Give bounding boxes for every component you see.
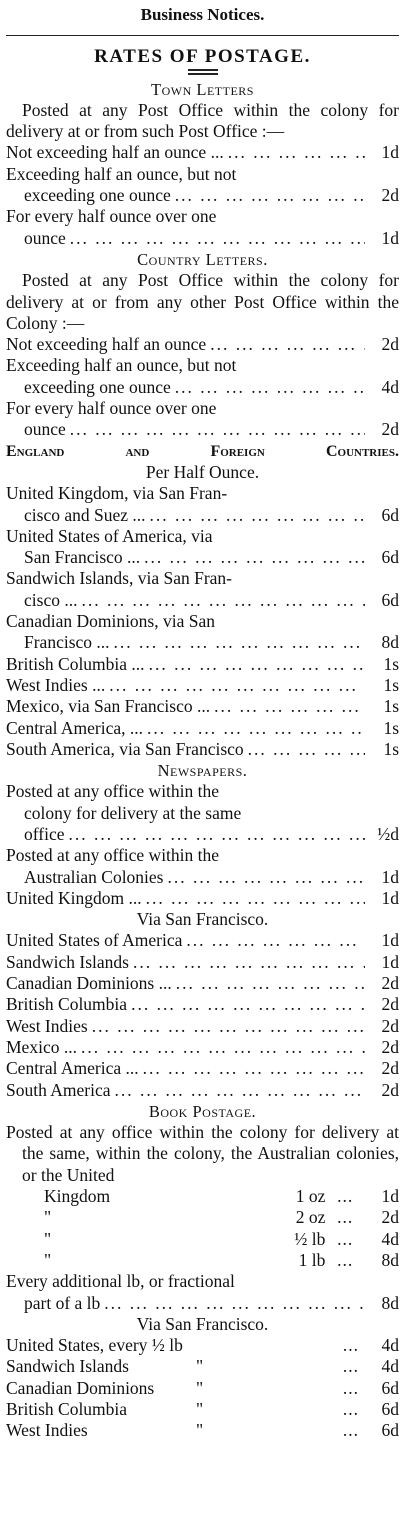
leader-dots bbox=[224, 142, 365, 163]
rate-line bbox=[6, 718, 399, 739]
rate-label: Exceeding half an ounce, but not bbox=[6, 355, 237, 376]
book-via-line bbox=[6, 1420, 399, 1441]
book-via-line bbox=[6, 1335, 399, 1356]
rate-price: 1d bbox=[381, 227, 399, 248]
rate-line bbox=[6, 867, 399, 888]
rate-label: Canadian Dominions bbox=[6, 1377, 155, 1398]
leader-dots bbox=[164, 867, 366, 888]
leader-dots bbox=[140, 547, 365, 568]
town-letters-heading: Town Letters bbox=[151, 79, 254, 99]
book-via-heading: Via San Francisco. bbox=[136, 1313, 269, 1334]
rate-line bbox=[6, 632, 399, 653]
rate-line bbox=[6, 781, 399, 802]
postage-column bbox=[6, 0, 399, 1442]
newspaper-rates bbox=[6, 781, 399, 909]
rate-label: Sandwich Islands bbox=[6, 1356, 129, 1377]
title-ornament bbox=[188, 69, 218, 75]
rate-label: British Columbia bbox=[6, 994, 128, 1015]
rate-label: United States of America, via bbox=[6, 525, 213, 546]
rate-entry bbox=[6, 696, 399, 717]
rate-label: For every half ounce over one bbox=[6, 398, 217, 419]
rate-label: Australian Colonies bbox=[24, 866, 164, 887]
book-rate-line bbox=[6, 1250, 399, 1271]
rate-entry bbox=[6, 1271, 399, 1314]
leader-dots bbox=[244, 739, 365, 760]
rate-label: Canadian Dominions, via San bbox=[6, 611, 216, 632]
rate-line bbox=[6, 888, 399, 909]
leader-dots bbox=[111, 1080, 366, 1101]
rate-line bbox=[6, 1080, 399, 1101]
book-rate-weight: 1 lb bbox=[298, 1249, 326, 1270]
rate-price: 2d bbox=[381, 334, 399, 355]
rate-label: Canadian Dominions ... bbox=[6, 973, 172, 994]
rate-price: 1d bbox=[381, 887, 399, 908]
rate-entry bbox=[6, 206, 399, 249]
rate-line bbox=[6, 1058, 399, 1079]
rate-line bbox=[6, 1271, 399, 1292]
rate-entry bbox=[6, 483, 399, 526]
leader-dots bbox=[143, 718, 365, 739]
book-via-rates bbox=[6, 1335, 399, 1441]
foreign-heading bbox=[6, 441, 399, 462]
rate-entry bbox=[6, 739, 399, 760]
rate-line bbox=[6, 164, 399, 185]
rate-line bbox=[6, 845, 399, 866]
ditto-mark: " bbox=[196, 1356, 204, 1377]
rate-entry bbox=[6, 142, 399, 163]
rate-price: 4d bbox=[381, 1335, 399, 1356]
rate-price: 1d bbox=[381, 930, 399, 951]
rate-line bbox=[6, 377, 399, 398]
book-rate-label: " bbox=[44, 1207, 52, 1228]
country-letters-intro: Posted at any Post Office within the colony for delivery at or from any other Post Office within the Colony :— bbox=[6, 270, 399, 333]
leader-dots: ... bbox=[342, 1335, 359, 1356]
leader-dots: ... bbox=[337, 1249, 354, 1270]
leader-dots bbox=[171, 377, 365, 398]
rate-entry bbox=[6, 845, 399, 888]
leader-dots: ... bbox=[342, 1356, 359, 1377]
rate-line bbox=[6, 973, 399, 994]
rate-label: Not exceeding half an ounce bbox=[6, 334, 207, 355]
rate-line bbox=[6, 547, 399, 568]
rate-price: 2d bbox=[381, 1058, 399, 1079]
book-rate-label: Kingdom bbox=[44, 1186, 111, 1207]
leader-dots: ... bbox=[337, 1207, 354, 1228]
leader-dots bbox=[206, 334, 365, 355]
rate-entry bbox=[6, 781, 399, 845]
foreign-heading-word: and bbox=[125, 442, 150, 460]
book-rate-weight: 1 oz bbox=[295, 1186, 326, 1207]
rate-price: 6d bbox=[381, 1420, 399, 1441]
rate-price: 8d bbox=[381, 632, 399, 653]
rate-entry bbox=[6, 654, 399, 675]
rate-price: 1s bbox=[383, 653, 399, 674]
rate-label: Mexico ... bbox=[6, 1036, 77, 1057]
leader-dots: ... bbox=[342, 1377, 359, 1398]
rate-line bbox=[6, 419, 399, 440]
rate-entry bbox=[6, 718, 399, 739]
foreign-heading-word: Foreign bbox=[210, 442, 265, 460]
rate-price: 1d bbox=[381, 1186, 399, 1207]
page-title: RATES OF POSTAGE. bbox=[94, 46, 311, 68]
rate-label: United Kingdom, via San Fran- bbox=[6, 483, 228, 504]
book-rate-label: " bbox=[44, 1228, 52, 1249]
rate-price: 1s bbox=[383, 696, 399, 717]
rate-price: 4d bbox=[381, 1356, 399, 1377]
rate-price: 6d bbox=[381, 547, 399, 568]
rate-price: 2d bbox=[381, 185, 399, 206]
country-letters-rates bbox=[6, 334, 399, 440]
rate-line bbox=[6, 1037, 399, 1058]
rate-label: exceeding one ounce bbox=[24, 185, 171, 206]
rate-price: 2d bbox=[381, 994, 399, 1015]
rate-label: West Indies bbox=[6, 1015, 88, 1036]
leader-dots: ... bbox=[342, 1420, 359, 1441]
leader-dots: ... bbox=[342, 1399, 359, 1419]
town-letters-intro: Posted at any Post Office within the colony for delivery at or from such Post Office :— bbox=[6, 99, 399, 142]
rate-label: exceeding one ounce bbox=[24, 376, 171, 397]
rate-price: 6d bbox=[381, 1399, 399, 1419]
rate-label: United States of America bbox=[6, 930, 183, 951]
rate-entry bbox=[6, 164, 399, 207]
book-rate-line bbox=[6, 1229, 399, 1250]
foreign-heading-word: Countries. bbox=[325, 442, 399, 460]
leader-dots bbox=[142, 888, 365, 909]
rate-entry bbox=[6, 334, 399, 355]
rate-entry bbox=[6, 398, 399, 441]
rate-line bbox=[6, 228, 399, 249]
rate-label: Every additional lb, or fractional bbox=[6, 1271, 235, 1292]
rate-line bbox=[6, 824, 399, 845]
leader-dots bbox=[66, 419, 365, 440]
leader-dots bbox=[182, 930, 365, 951]
leader-dots bbox=[139, 1058, 365, 1079]
rate-price: 4d bbox=[381, 1228, 399, 1249]
newspaper-via-rates bbox=[6, 930, 399, 1100]
ditto-mark: " bbox=[196, 1420, 204, 1441]
rate-label: San Francisco ... bbox=[24, 547, 141, 568]
book-rate-line bbox=[6, 1207, 399, 1228]
rate-price: 8d bbox=[381, 1292, 399, 1313]
rate-label: colony for delivery at the same bbox=[24, 802, 242, 823]
divider bbox=[6, 35, 399, 36]
rate-label: West Indies bbox=[6, 1420, 88, 1441]
leader-dots bbox=[129, 952, 365, 973]
town-letters-rates bbox=[6, 142, 399, 248]
rate-price: 1s bbox=[383, 674, 399, 695]
book-rate-weight: 2 oz bbox=[295, 1207, 326, 1228]
rate-price: 2d bbox=[381, 419, 399, 440]
rate-line bbox=[6, 994, 399, 1015]
rate-price: 2d bbox=[381, 1207, 399, 1228]
rate-label: ounce bbox=[24, 227, 66, 248]
book-postage-intro: Posted at any office within the colony for delivery at the same, within the colony, the Australian colonies, or the United bbox=[6, 1122, 399, 1185]
rate-entry bbox=[6, 675, 399, 696]
rate-line bbox=[6, 526, 399, 547]
foreign-rates bbox=[6, 483, 399, 760]
rate-line bbox=[6, 739, 399, 760]
rate-line bbox=[6, 611, 399, 632]
leader-dots bbox=[210, 696, 365, 717]
rate-line bbox=[6, 930, 399, 951]
rate-price: 2d bbox=[381, 1079, 399, 1100]
rate-label: ounce bbox=[24, 419, 66, 440]
rate-entry bbox=[6, 355, 399, 398]
rate-line bbox=[6, 1293, 399, 1314]
leader-dots bbox=[77, 590, 365, 611]
leader-dots bbox=[65, 824, 366, 845]
leader-dots bbox=[145, 654, 365, 675]
rate-label: Exceeding half an ounce, but not bbox=[6, 163, 237, 184]
rate-label: South America bbox=[6, 1079, 111, 1100]
rate-entry bbox=[6, 568, 399, 611]
rate-label: South America, via San Francisco bbox=[6, 738, 244, 759]
leader-dots bbox=[127, 994, 365, 1015]
rate-line bbox=[6, 803, 399, 824]
rate-price: 2d bbox=[381, 973, 399, 994]
ditto-mark: " bbox=[196, 1399, 204, 1419]
rate-label: West Indies ... bbox=[6, 674, 106, 695]
rate-price: 6d bbox=[381, 1377, 399, 1398]
rate-price: 6d bbox=[381, 589, 399, 610]
rate-label: Mexico, via San Francisco ... bbox=[6, 696, 211, 717]
book-postage-heading: Book Postage. bbox=[148, 1101, 257, 1121]
book-via-line bbox=[6, 1378, 399, 1399]
rate-label: Sandwich Islands bbox=[6, 951, 129, 972]
rate-label: Francisco ... bbox=[24, 632, 110, 653]
rate-entry bbox=[6, 611, 399, 654]
rate-price: 2d bbox=[381, 1015, 399, 1036]
rate-label: United Kingdom ... bbox=[6, 887, 142, 908]
rate-line bbox=[6, 654, 399, 675]
rate-label: Not exceeding half an ounce ... bbox=[6, 142, 224, 163]
leader-dots bbox=[146, 505, 366, 526]
rate-line bbox=[6, 483, 399, 504]
rate-label: United States, every ½ lb bbox=[6, 1335, 183, 1356]
rate-price: 4d bbox=[381, 376, 399, 397]
book-postage-rates bbox=[6, 1186, 399, 1271]
rate-line bbox=[6, 334, 399, 355]
rate-price: 8d bbox=[381, 1249, 399, 1270]
rate-line bbox=[6, 142, 399, 163]
rate-price: ½d bbox=[377, 823, 399, 844]
rate-line bbox=[6, 206, 399, 227]
country-letters-heading: Country Letters. bbox=[137, 249, 268, 269]
book-via-line bbox=[6, 1399, 399, 1420]
rate-label: cisco and Suez ... bbox=[24, 504, 146, 525]
rate-line bbox=[6, 952, 399, 973]
rate-line bbox=[6, 355, 399, 376]
rate-price: 1d bbox=[381, 866, 399, 887]
book-additional-rate bbox=[6, 1271, 399, 1314]
book-via-line bbox=[6, 1356, 399, 1377]
leader-dots: ... bbox=[337, 1186, 354, 1207]
rate-label: British Columbia bbox=[6, 1399, 128, 1419]
rate-price: 1d bbox=[381, 142, 399, 163]
rate-line bbox=[6, 505, 399, 526]
section-header: Business Notices. bbox=[140, 5, 265, 24]
rate-line bbox=[6, 696, 399, 717]
rate-label: cisco ... bbox=[24, 589, 78, 610]
rate-label: Central America ... bbox=[6, 1058, 139, 1079]
foreign-subheading: Per Half Ounce. bbox=[145, 461, 260, 482]
leader-dots bbox=[110, 632, 365, 653]
rate-line bbox=[6, 675, 399, 696]
rate-price: 1s bbox=[383, 738, 399, 759]
rate-line bbox=[6, 185, 399, 206]
leader-dots bbox=[172, 973, 365, 994]
rate-entry bbox=[6, 526, 399, 569]
rate-price: 2d bbox=[381, 1036, 399, 1057]
leader-dots: ... bbox=[337, 1228, 354, 1249]
rate-label: For every half ounce over one bbox=[6, 206, 217, 227]
rate-label: office bbox=[24, 823, 65, 844]
rate-label: Posted at any office within the bbox=[6, 781, 220, 802]
rate-price: 6d bbox=[381, 504, 399, 525]
rate-label: British Columbia ... bbox=[6, 653, 145, 674]
rate-line bbox=[6, 568, 399, 589]
book-rate-label: " bbox=[44, 1249, 52, 1270]
rate-label: Posted at any office within the bbox=[6, 845, 220, 866]
rate-entry bbox=[6, 888, 399, 909]
leader-dots bbox=[105, 675, 365, 696]
rate-price: 1d bbox=[381, 951, 399, 972]
rate-line bbox=[6, 398, 399, 419]
newspapers-heading: Newspapers. bbox=[157, 761, 248, 781]
leader-dots bbox=[88, 1016, 365, 1037]
rate-line bbox=[6, 590, 399, 611]
leader-dots bbox=[77, 1037, 365, 1058]
ditto-mark: " bbox=[196, 1377, 204, 1398]
book-rate-line bbox=[6, 1186, 399, 1207]
leader-dots bbox=[66, 228, 365, 249]
leader-dots bbox=[171, 185, 365, 206]
leader-dots bbox=[100, 1293, 365, 1314]
book-rate-weight: ½ lb bbox=[294, 1228, 326, 1249]
rate-label: Sandwich Islands, via San Fran- bbox=[6, 568, 233, 589]
foreign-heading-word: England bbox=[6, 442, 65, 460]
rate-price: 1s bbox=[383, 717, 399, 738]
rate-label: part of a lb bbox=[24, 1292, 101, 1313]
rate-line bbox=[6, 1016, 399, 1037]
rate-label: Central America, ... bbox=[6, 717, 144, 738]
newspapers-via-heading: Via San Francisco. bbox=[136, 909, 269, 930]
